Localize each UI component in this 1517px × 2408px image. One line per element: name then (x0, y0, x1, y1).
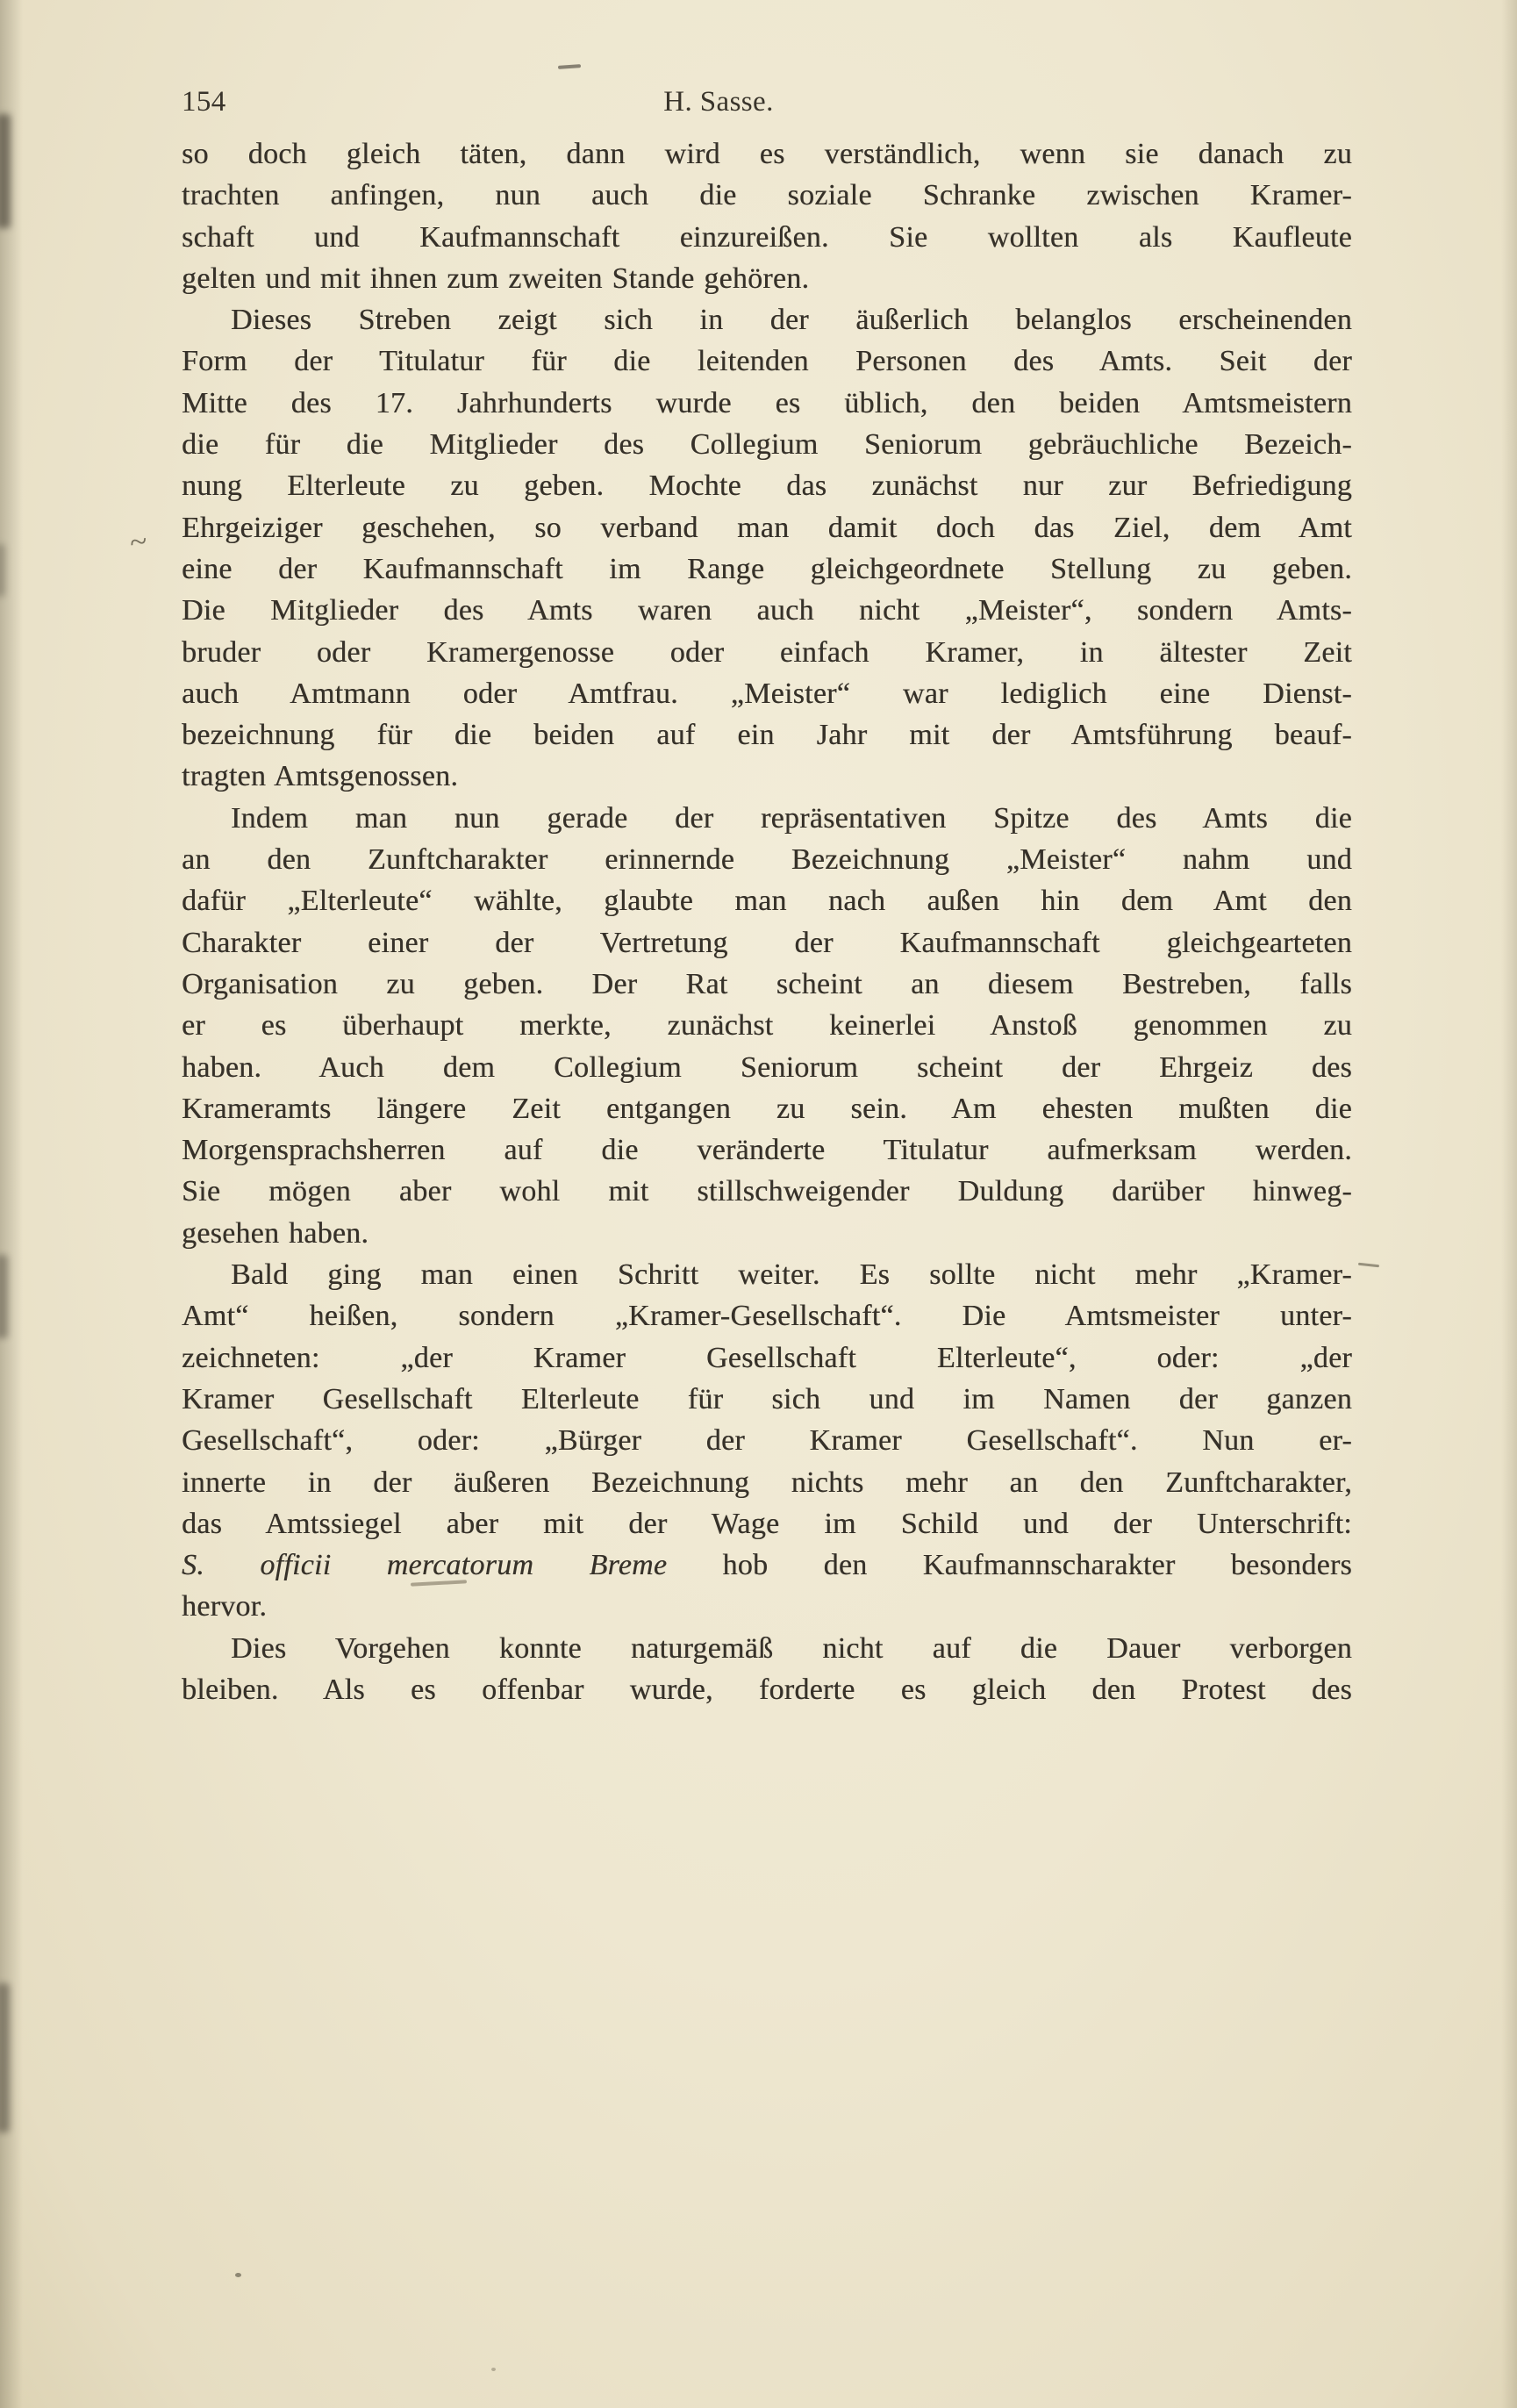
text-segment: eine der Kaufmannschaft im Range gleichgeordnete Stellung zu geben. (182, 552, 1352, 585)
text-line (182, 383, 1352, 424)
text-line (182, 590, 1352, 631)
text-line (182, 756, 1352, 797)
text-segment: hob den Kaufmannscharakter besonders (667, 1549, 1353, 1582)
text-line (182, 340, 1352, 382)
text-segment: bleiben. Als es offenbar wurde, forderte es gleich den Protest des (182, 1673, 1352, 1706)
text-line (182, 217, 1352, 258)
scan-smudge (0, 1983, 10, 2132)
text-segment: Organisation zu geben. Der Rat scheint an diesem Bestreben, falls (182, 967, 1352, 1000)
text-segment: Sie mögen aber wohl mit stillschweigender Duldung darüber hinweg- (182, 1175, 1352, 1208)
text-line (182, 507, 1352, 548)
paragraph (182, 133, 1352, 299)
text-line (182, 1628, 1352, 1669)
running-title: H. Sasse. (663, 86, 774, 118)
text-line (182, 632, 1352, 673)
text-segment: das Amtssiegel aber mit der Wage im Schild und der Unterschrift: (182, 1507, 1352, 1540)
text-line (182, 798, 1352, 839)
text-line (182, 964, 1352, 1005)
text-line (182, 922, 1352, 964)
scan-smudge (0, 114, 11, 228)
margin-pencil-mark: ~ (127, 522, 150, 561)
text-segment: gelten und mit ihnen zum zweiten Stande gehören. (182, 262, 810, 295)
text-block (182, 133, 1352, 1710)
text-line (182, 1669, 1352, 1710)
text-line (182, 1544, 1352, 1586)
text-segment: er es überhaupt merkte, zunächst keinerlei Anstoß genommen zu (182, 1009, 1352, 1043)
text-line (182, 1254, 1352, 1295)
text-segment: Mitte des 17. Jahrhunderts wurde es üblich, den beiden Amtsmeistern (182, 386, 1352, 419)
text-line (182, 175, 1352, 216)
scan-speck (235, 2273, 241, 2277)
text-segment: tragten Amtsgenossen. (182, 760, 459, 793)
text-line (182, 1379, 1352, 1420)
text-line (182, 880, 1352, 921)
text-line (182, 714, 1352, 756)
text-segment: Indem man nun gerade der repräsentativen Spitze des Amts die (231, 801, 1352, 835)
scan-speck (491, 2368, 496, 2371)
text-line (182, 1420, 1352, 1461)
text-line (182, 1088, 1352, 1129)
text-line (182, 548, 1352, 590)
text-segment: innerte in der äußeren Bezeichnung nichts mehr an den Zunftcharakter, (182, 1466, 1352, 1499)
text-segment: bezeichnung für die beiden auf ein Jahr mit der Amtsführung beauf- (182, 719, 1352, 752)
text-segment: Form der Titulatur für die leitenden Personen des Amts. Seit der (182, 345, 1352, 378)
text-line (182, 299, 1352, 340)
text-line (182, 1586, 1352, 1627)
text-segment: Krameramts längere Zeit entgangen zu sein. Am ehesten mußten die (182, 1092, 1352, 1125)
text-segment: auch Amtmann oder Amtfrau. „Meister“ war lediglich eine Dienst- (182, 677, 1352, 710)
text-segment: so doch gleich täten, dann wird es verständlich, wenn sie danach zu (182, 138, 1352, 170)
text-segment: Die Mitglieder des Amts waren auch nicht „Meister“, sondern Amts- (182, 594, 1352, 627)
text-segment: Gesellschaft“, oder: „Bürger der Kramer Gesellschaft“. Nun er- (182, 1424, 1352, 1458)
margin-pencil-mark (1358, 1263, 1379, 1267)
text-segment: Charakter einer der Vertretung der Kaufmannschaft gleichgearteten (182, 926, 1352, 959)
text-line (182, 1171, 1352, 1212)
text-segment: schaft und Kaufmannschaft einzureißen. Sie wollten als Kaufleute (182, 220, 1352, 254)
paragraph (182, 1628, 1352, 1711)
paragraph (182, 299, 1352, 798)
text-line (182, 839, 1352, 880)
text-segment: nung Elterleute zu geben. Mochte das zunächst nur zur Befriedigung (182, 469, 1352, 503)
text-line (182, 1213, 1352, 1254)
text-line (182, 133, 1352, 175)
text-segment: zeichneten: „der Kramer Gesellschaft Elterleute“, oder: „der (182, 1341, 1352, 1374)
text-line (182, 465, 1352, 506)
text-segment: hervor. (182, 1590, 268, 1623)
text-segment: Ehrgeiziger geschehen, so verband man damit doch das Ziel, dem Amt (182, 511, 1352, 544)
text-segment: trachten anfingen, nun auch die soziale Schranke zwischen Kramer- (182, 179, 1352, 212)
text-segment: gesehen haben. (182, 1216, 369, 1250)
text-line (182, 1337, 1352, 1379)
text-line (182, 1503, 1352, 1544)
page-number: 154 (182, 86, 226, 118)
italic-text: S. officii mercatorum Breme (182, 1549, 668, 1582)
text-segment: Bald ging man einen Schritt weiter. Es sollte nicht mehr „Kramer- (231, 1258, 1352, 1292)
scan-mark-dash (558, 64, 581, 69)
scan-smudge (0, 1255, 8, 1338)
text-line (182, 1129, 1352, 1171)
page-header (182, 86, 1352, 125)
text-segment: an den Zunftcharakter erinnernde Bezeichnung „Meister“ nahm und (182, 843, 1352, 877)
scan-edge-shadow-right (1501, 0, 1517, 2408)
text-segment: Kramer Gesellschaft Elterleute für sich und im Namen der ganzen (182, 1382, 1352, 1415)
text-line (182, 258, 1352, 299)
text-segment: Morgensprachsherren auf die veränderte Titulatur aufmerksam werden. (182, 1134, 1352, 1167)
text-line (182, 1047, 1352, 1088)
text-segment: haben. Auch dem Collegium Seniorum scheint der Ehrgeiz des (182, 1050, 1352, 1084)
text-line (182, 424, 1352, 465)
paragraph (182, 1254, 1352, 1628)
text-segment: die für die Mitglieder des Collegium Seniorum gebräuchliche Bezeich- (182, 428, 1352, 462)
text-segment: Dieses Streben zeigt sich in der äußerlich belanglos erscheinenden (231, 304, 1352, 337)
text-line (182, 1462, 1352, 1503)
text-segment: bruder oder Kramergenosse oder einfach Kramer, in ältester Zeit (182, 635, 1352, 669)
text-segment: Amt“ heißen, sondern „Kramer-Gesellschaft“. Die Amtsmeister unter- (182, 1300, 1352, 1333)
paragraph (182, 798, 1352, 1254)
scan-smudge (0, 544, 5, 597)
text-line (182, 1005, 1352, 1046)
text-segment: dafür „Elterleute“ wählte, glaubte man nach außen hin dem Amt den (182, 885, 1352, 918)
text-line (182, 1295, 1352, 1337)
text-segment: Dies Vorgehen konnte naturgemäß nicht auf die Dauer verborgen (231, 1631, 1352, 1665)
text-line (182, 673, 1352, 714)
